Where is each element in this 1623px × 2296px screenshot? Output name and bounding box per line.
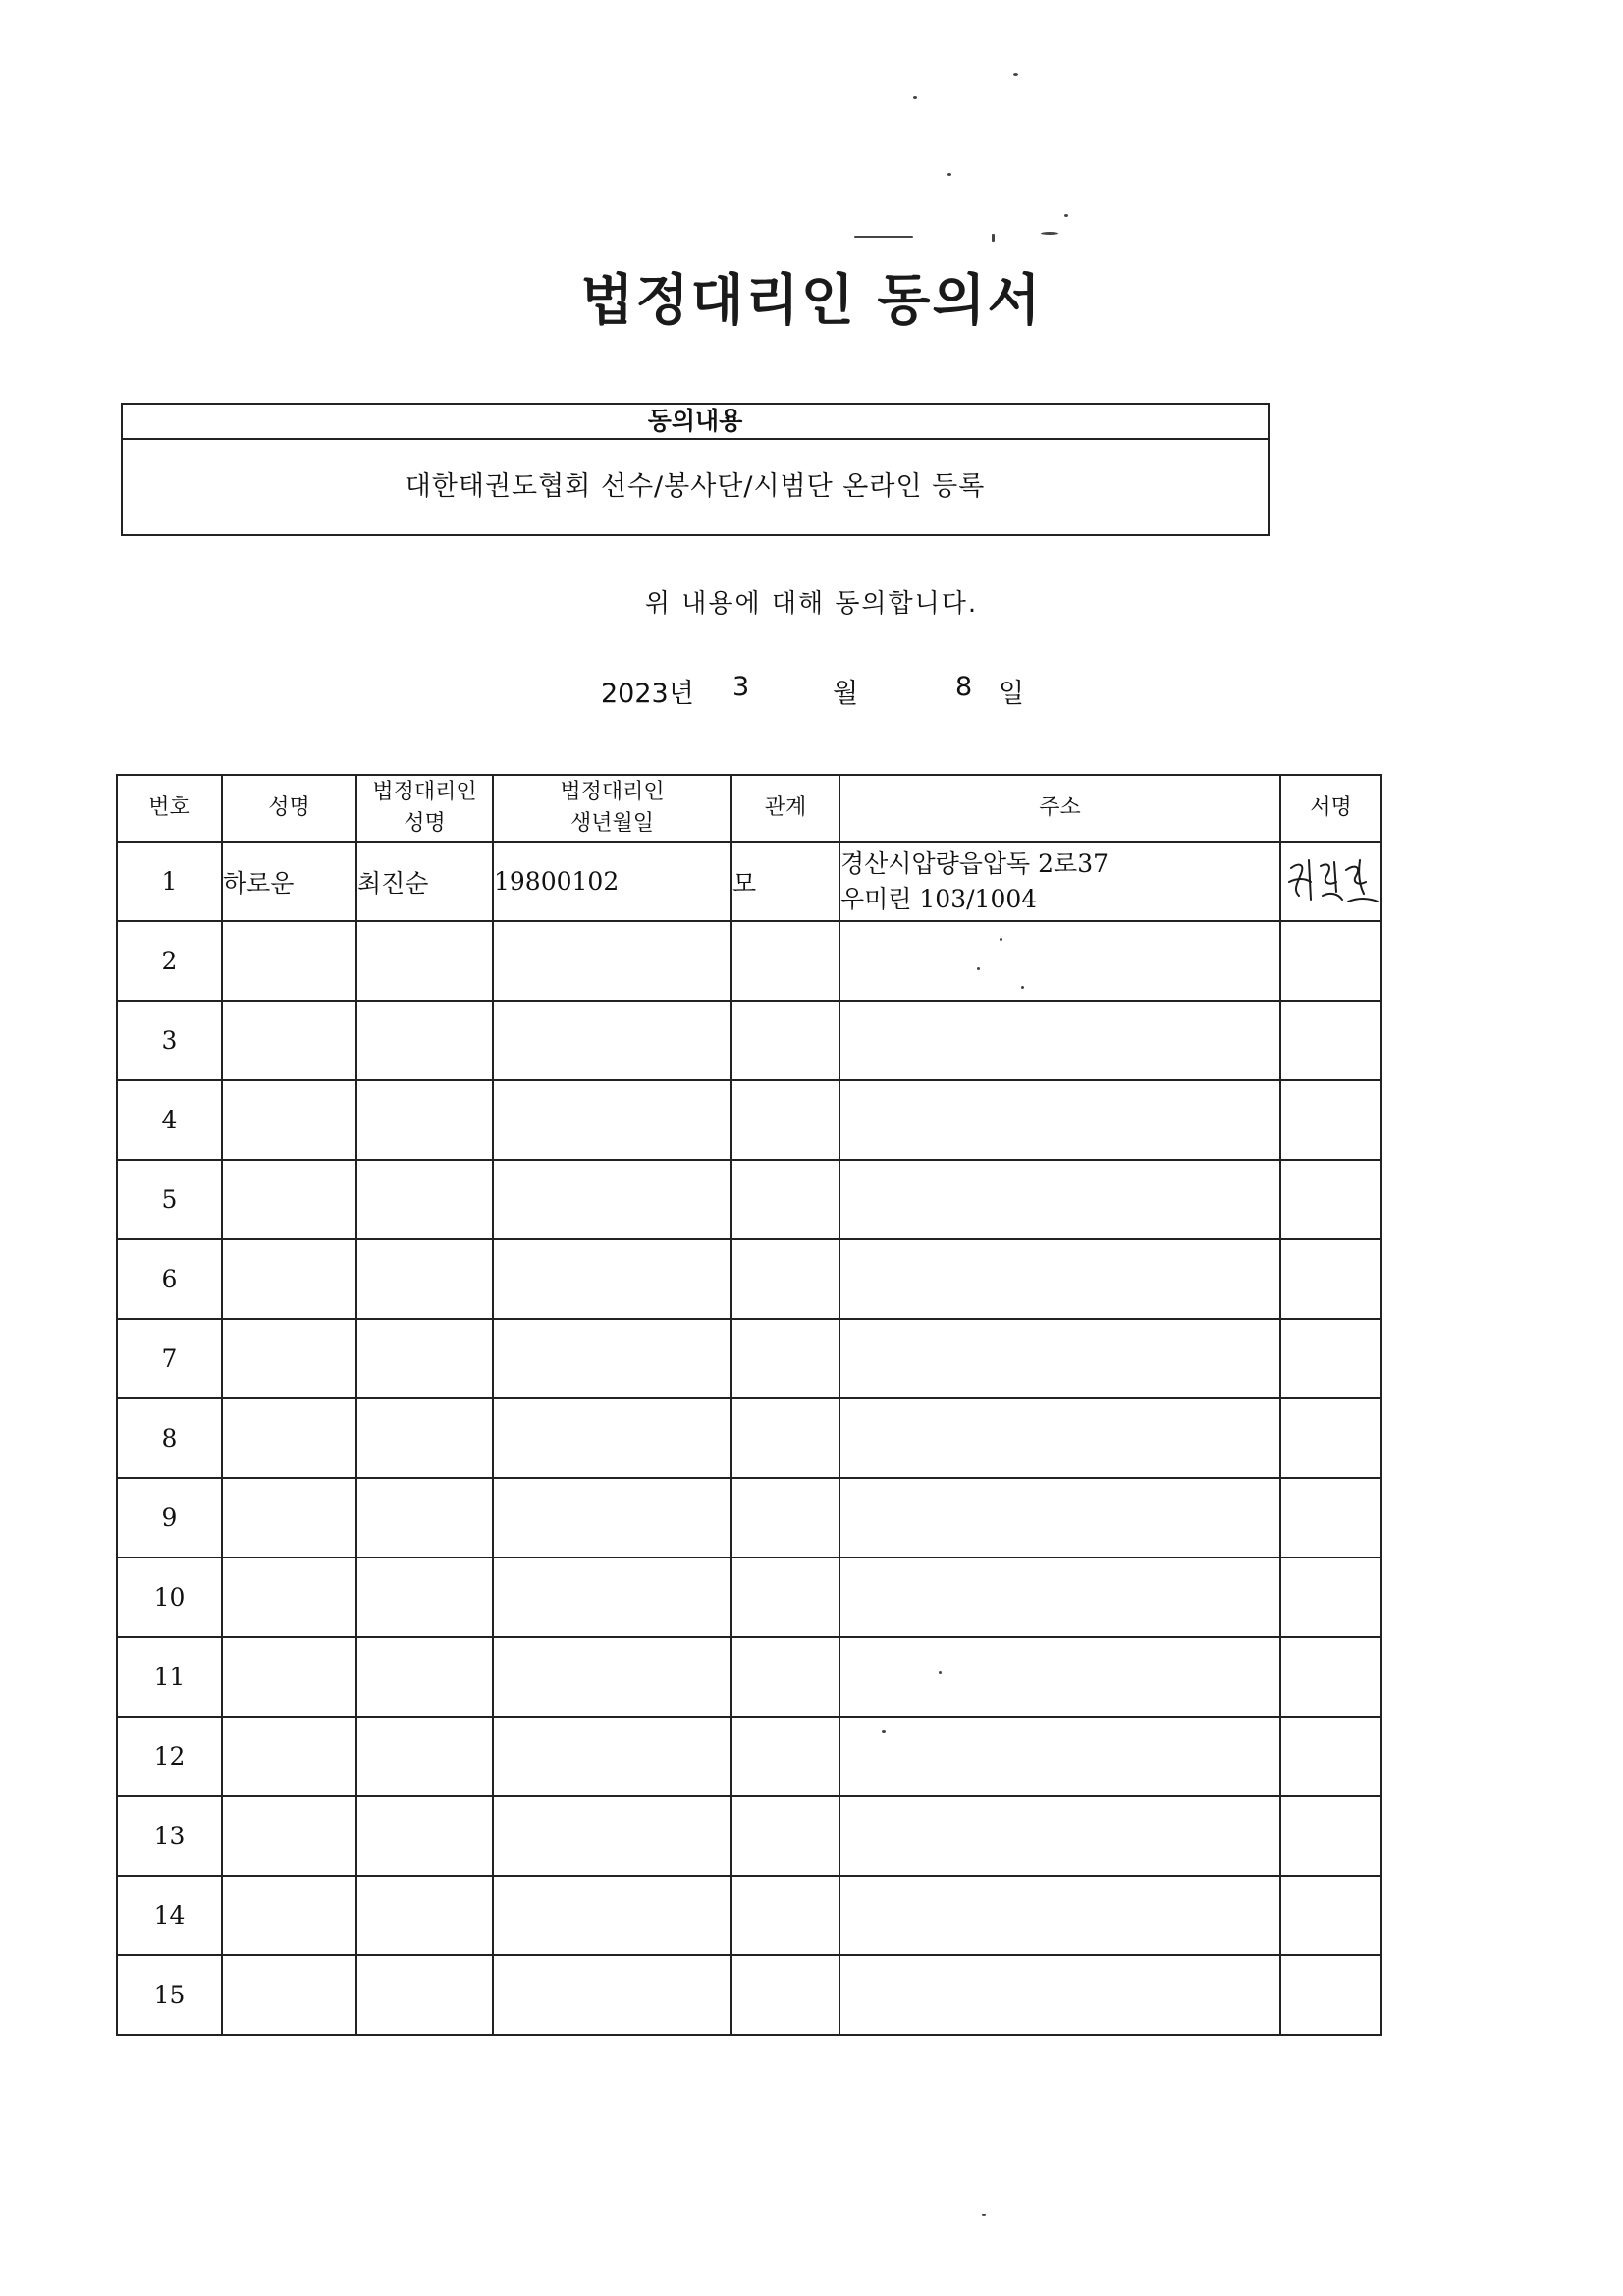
cell-relation [731, 1001, 839, 1080]
cell-relation [731, 1637, 839, 1717]
cell-name [222, 1160, 356, 1239]
cell-signature [1280, 1398, 1381, 1478]
cell-address [839, 1001, 1280, 1080]
cell-guardian-birth [493, 1319, 731, 1398]
cell-signature [1280, 1160, 1381, 1239]
date-month-unit: 월 [833, 679, 859, 709]
guardian-table [116, 774, 1382, 2036]
cell-signature [1280, 1717, 1381, 1796]
table-row [117, 1239, 1381, 1319]
cell-signature [1280, 842, 1381, 921]
cell-guardian-name [356, 1398, 493, 1478]
header-address: 주소 [839, 775, 1280, 842]
address-line1: 경산시압량읍압독 2로37 [840, 848, 1109, 878]
header-guardian-birth-line1: 법정대리인 [560, 780, 665, 804]
cell-guardian-birth [493, 1160, 731, 1239]
cell-signature [1280, 1558, 1381, 1637]
cell-relation [731, 1319, 839, 1398]
cell-no: 8 [117, 1398, 222, 1478]
consent-content: 대한태권도협회 선수/봉사단/시범단 온라인 등록 [405, 471, 986, 502]
signature-stroke [1323, 894, 1342, 900]
cell-name [222, 1637, 356, 1717]
table-row [117, 1637, 1381, 1717]
table-row [117, 1876, 1381, 1955]
scan-speck [882, 1730, 886, 1733]
cell-name [222, 1001, 356, 1080]
cell-address [839, 1717, 1280, 1796]
cell-guardian-birth [493, 1796, 731, 1876]
date-month: 3 [732, 672, 750, 702]
cell-address [839, 1796, 1280, 1876]
scan-speck [913, 96, 917, 99]
signature-stroke [1334, 862, 1336, 892]
scan-speck [1064, 214, 1068, 217]
consent-header: 동의내용 [123, 405, 1268, 440]
scan-speck [947, 173, 951, 176]
date-day: 8 [955, 672, 973, 702]
header-guardian-name-line2: 성명 [404, 811, 446, 836]
cell-signature [1280, 1796, 1381, 1876]
cell-guardian-name [356, 1876, 493, 1955]
cell-signature [1280, 1319, 1381, 1398]
cell-no: 3 [117, 1001, 222, 1080]
signature-stroke [1359, 860, 1364, 894]
cell-name [222, 1239, 356, 1319]
cell-guardian-name [356, 1796, 493, 1876]
cell-guardian-name [356, 1160, 493, 1239]
cell-no: 4 [117, 1080, 222, 1160]
cell-address [839, 1558, 1280, 1637]
cell-relation [731, 1955, 839, 2035]
table-row [117, 1398, 1381, 1478]
header-guardian-name [356, 775, 493, 842]
cell-name [222, 1796, 356, 1876]
signature-stroke [1346, 867, 1366, 884]
cell-guardian-birth [493, 1558, 731, 1637]
cell-address [839, 1637, 1280, 1717]
header-relation: 관계 [731, 775, 839, 842]
address-line2: 우미린 103/1004 [840, 884, 1038, 913]
cell-signature [1280, 1478, 1381, 1558]
cell-relation [731, 1160, 839, 1239]
scan-speck [1041, 232, 1058, 235]
cell-relation [731, 1478, 839, 1558]
consent-box [121, 403, 1270, 536]
table-row [117, 1160, 1381, 1239]
signature-stroke [1348, 899, 1378, 902]
header-guardian-birth-line2: 생년월일 [569, 811, 654, 836]
header-guardian-name-line1: 법정대리인 [372, 780, 477, 804]
table-row [117, 1001, 1381, 1080]
cell-relation [731, 1398, 839, 1478]
cell-name [222, 1319, 356, 1398]
cell-guardian-name [356, 1955, 493, 2035]
cell-address [839, 1398, 1280, 1478]
cell-address [839, 1080, 1280, 1160]
cell-guardian-birth [493, 1398, 731, 1478]
cell-guardian-birth [493, 1955, 731, 2035]
cell-guardian-birth [493, 921, 731, 1001]
cell-signature [1280, 1239, 1381, 1319]
cell-name [222, 1558, 356, 1637]
table-row [117, 1955, 1381, 2035]
date-day-unit: 일 [999, 679, 1025, 709]
cell-signature [1280, 1955, 1381, 2035]
cell-name [222, 1080, 356, 1160]
cell-guardian-name [356, 1080, 493, 1160]
table-row [117, 1319, 1381, 1398]
cell-name [222, 921, 356, 1001]
cell-relation [731, 921, 839, 1001]
signature-stroke [1309, 860, 1311, 900]
table-row [117, 1558, 1381, 1637]
agreement-statement: 위 내용에 대해 동의합니다. [644, 589, 979, 619]
cell-name: 하로운 [222, 842, 356, 921]
cell-name [222, 1955, 356, 2035]
cell-no: 6 [117, 1239, 222, 1319]
scan-speck [992, 234, 995, 242]
cell-address [839, 1319, 1280, 1398]
table-row [117, 1796, 1381, 1876]
table-row [117, 921, 1381, 1001]
cell-signature [1280, 1876, 1381, 1955]
cell-no: 12 [117, 1717, 222, 1796]
cell-no: 11 [117, 1637, 222, 1717]
cell-relation [731, 1558, 839, 1637]
scan-speck [1021, 986, 1024, 989]
cell-name [222, 1478, 356, 1558]
cell-guardian-name [356, 1478, 493, 1558]
cell-no: 2 [117, 921, 222, 1001]
cell-guardian-birth [493, 1080, 731, 1160]
scan-speck [982, 2214, 986, 2216]
cell-address [839, 1955, 1280, 2035]
cell-no: 14 [117, 1876, 222, 1955]
cell-address [839, 1160, 1280, 1239]
scan-speck [1013, 73, 1018, 76]
cell-relation [731, 1717, 839, 1796]
cell-guardian-name [356, 1717, 493, 1796]
cell-guardian-birth: 19800102 [493, 842, 731, 921]
cell-no: 10 [117, 1558, 222, 1637]
cell-name [222, 1876, 356, 1955]
cell-guardian-birth [493, 1637, 731, 1717]
cell-guardian-birth [493, 1717, 731, 1796]
scan-speck [854, 236, 913, 238]
cell-address [839, 1239, 1280, 1319]
cell-guardian-birth [493, 1001, 731, 1080]
cell-address [839, 842, 1280, 921]
cell-no: 1 [117, 842, 222, 921]
cell-relation [731, 1080, 839, 1160]
cell-no: 7 [117, 1319, 222, 1398]
cell-guardian-name [356, 1319, 493, 1398]
cell-guardian-name: 최진순 [356, 842, 493, 921]
table-body [117, 842, 1381, 2035]
handwritten-signature [1285, 852, 1381, 909]
cell-address [839, 921, 1280, 1001]
cell-signature [1280, 921, 1381, 1001]
cell-no: 9 [117, 1478, 222, 1558]
cell-guardian-name [356, 921, 493, 1001]
table-header-row [117, 775, 1381, 842]
cell-no: 15 [117, 1955, 222, 2035]
cell-guardian-name [356, 1637, 493, 1717]
cell-relation [731, 1876, 839, 1955]
header-name: 성명 [222, 775, 356, 842]
cell-address [839, 1876, 1280, 1955]
cell-guardian-name [356, 1239, 493, 1319]
table-row [117, 1478, 1381, 1558]
cell-relation [731, 1796, 839, 1876]
cell-no: 5 [117, 1160, 222, 1239]
date-year: 2023년 [601, 679, 694, 709]
cell-relation [731, 1239, 839, 1319]
cell-signature [1280, 1080, 1381, 1160]
cell-signature [1280, 1001, 1381, 1080]
cell-no: 13 [117, 1796, 222, 1876]
cell-relation: 모 [731, 842, 839, 921]
cell-guardian-birth [493, 1478, 731, 1558]
header-no: 번호 [117, 775, 222, 842]
table-row [117, 1080, 1381, 1160]
cell-guardian-birth [493, 1876, 731, 1955]
scan-speck [1000, 938, 1002, 941]
cell-signature [1280, 1637, 1381, 1717]
scan-speck [939, 1671, 942, 1674]
cell-name [222, 1398, 356, 1478]
header-guardian-birth [493, 775, 731, 842]
table-row [117, 1717, 1381, 1796]
cell-guardian-birth [493, 1239, 731, 1319]
header-signature: 서명 [1280, 775, 1381, 842]
cell-name [222, 1717, 356, 1796]
cell-guardian-name [356, 1558, 493, 1637]
table-row [117, 842, 1381, 921]
cell-address [839, 1478, 1280, 1558]
signature-stroke [1289, 879, 1311, 882]
document-title: 법정대리인 동의서 [580, 269, 1043, 333]
cell-guardian-name [356, 1001, 493, 1080]
scan-speck [977, 967, 980, 970]
